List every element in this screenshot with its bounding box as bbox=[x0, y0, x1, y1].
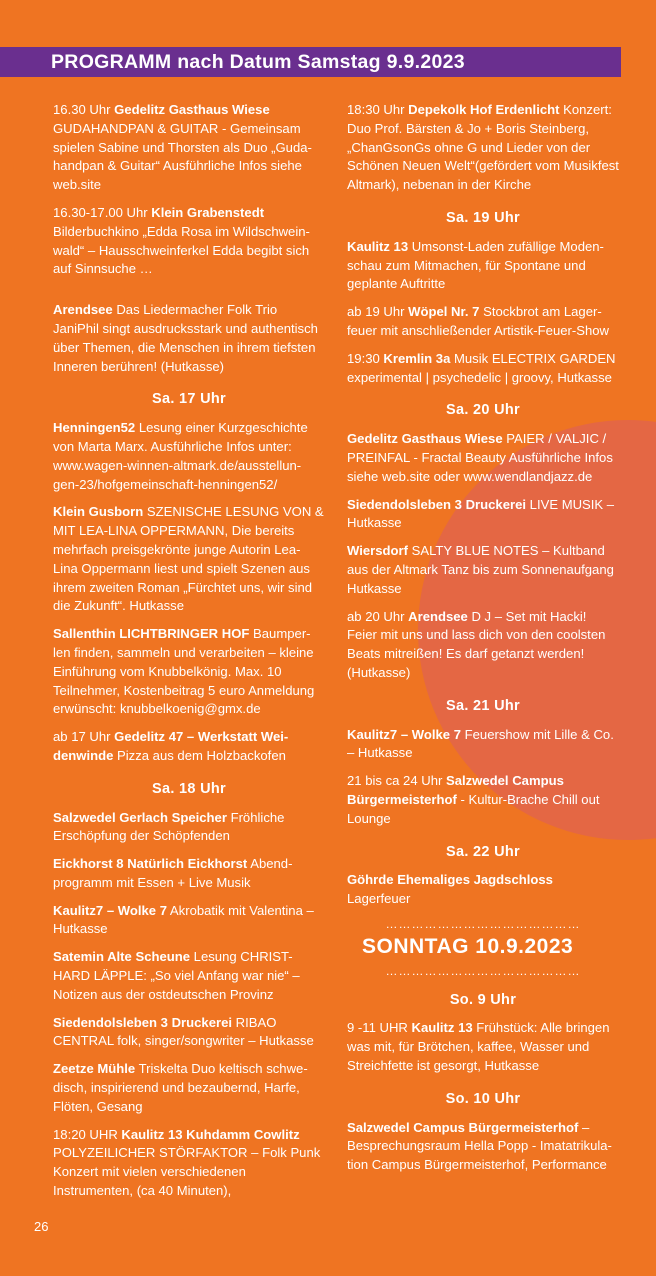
event-description: D J – Set mit Hacki! Feier mit uns und lass dich von den coolsten Beats mitreißen! Es darf getanzt werden! (Hutkasse) bbox=[347, 608, 606, 680]
event-description: Umsonst-Laden zufällige Moden-schau zum Mitmachen, für Spontane und geplante Auftritte bbox=[347, 238, 604, 292]
event-entry bbox=[347, 101, 619, 195]
event-time: 18:30 Uhr bbox=[347, 102, 409, 117]
right-column bbox=[347, 101, 619, 1184]
time-heading: Sa. 19 Uhr bbox=[446, 209, 520, 226]
event-description: LIVE MUSIK – Hutkasse bbox=[347, 496, 615, 531]
event-description: Musik ELECTRIX GARDEN experimental | psychedelic | groovy, Hutkasse bbox=[347, 350, 616, 385]
event-description: Akrobatik mit Valentina – Hutkasse bbox=[53, 902, 314, 937]
event-time: ab 20 Uhr bbox=[347, 608, 409, 624]
event-description: Pizza aus dem Holzbackofen bbox=[113, 747, 286, 763]
event-location: Kaulitz7 – Wolke 7 bbox=[53, 902, 168, 918]
event-list bbox=[53, 419, 325, 766]
page-number: 26 bbox=[34, 1219, 49, 1234]
event-description: - Kultur-Brache Chill out Lounge bbox=[347, 791, 600, 826]
page-title: PROGRAMM nach Datum Samstag 9.9.2023 bbox=[51, 51, 465, 73]
event-entry bbox=[347, 726, 619, 764]
event-location: Kremlin 3a bbox=[383, 350, 451, 366]
event-location: Kaulitz 13 bbox=[411, 1020, 473, 1036]
event-location: Arendsee bbox=[53, 302, 113, 318]
event-location: Gedelitz Gasthaus Wiese bbox=[114, 102, 270, 117]
event-description: RIBAO CENTRAL folk, singer/songwriter – Hutkasse bbox=[53, 1014, 314, 1049]
event-list bbox=[347, 871, 619, 909]
event-entry bbox=[53, 301, 325, 376]
event-entry bbox=[53, 1126, 325, 1201]
event-time: 18:20 UHR bbox=[53, 1126, 122, 1142]
event-time: ab 17 Uhr bbox=[53, 729, 115, 745]
event-description: SALTY BLUE NOTES – Kultband aus der Altmark Tanz bis zum Sonnenaufgang Hutkasse bbox=[347, 543, 614, 596]
time-heading: So. 9 Uhr bbox=[449, 991, 517, 1008]
event-location: Arendsee bbox=[408, 608, 468, 624]
time-heading: Sa. 22 Uhr bbox=[446, 843, 520, 860]
event-entry bbox=[347, 350, 619, 388]
event-location: Kaulitz 13 Kuhdamm Cowlitz bbox=[121, 1126, 300, 1142]
event-description: – Besprechungsraum Hella Popp - Imatatrikula-tion Campus Bürgermeisterhof, Performance bbox=[347, 1119, 612, 1173]
event-list bbox=[53, 101, 325, 376]
event-entry bbox=[347, 772, 619, 828]
event-list bbox=[347, 101, 619, 195]
left-column bbox=[53, 101, 325, 1210]
event-location: Kaulitz 13 bbox=[347, 238, 409, 254]
event-description: Triskelta Duo keltisch schwe-disch, inspirierend und bezaubernd, Harfe, Flöten, Gesang bbox=[53, 1061, 308, 1114]
event-description: Frühstück: Alle bringen was mit, für Brötchen, kaffee, Wasser und Streichfette ist gesorgt, Hutkasse bbox=[347, 1020, 610, 1074]
event-list bbox=[347, 1119, 619, 1175]
event-location: Wöpel Nr. 7 bbox=[408, 304, 480, 320]
event-entry bbox=[53, 503, 325, 616]
time-heading: So. 10 Uhr bbox=[445, 1090, 521, 1107]
event-description: Bilderbuchkino „Edda Rosa im Wildschwein-wald“ – Hausschweinferkel Edda begibt sich auf Sinnsuche … bbox=[53, 223, 310, 277]
event-location: Depekolk Hof Erdenlicht bbox=[408, 102, 560, 117]
event-description: Fröhliche Erschöpfung der Schöpfenden bbox=[53, 809, 285, 844]
dotted-divider: ……………………………………… bbox=[385, 963, 581, 978]
event-list bbox=[53, 809, 325, 1201]
event-entry bbox=[347, 1119, 619, 1175]
event-entry bbox=[347, 871, 619, 909]
event-entry bbox=[347, 303, 619, 341]
event-entry bbox=[53, 625, 325, 719]
event-location: Siedendolsleben 3 Druckerei bbox=[347, 496, 527, 512]
event-time: 19:30 bbox=[347, 350, 384, 366]
event-location: Salzwedel Campus Bürgermeisterhof bbox=[347, 1119, 579, 1135]
event-time: 16.30-17.00 Uhr bbox=[53, 204, 152, 220]
event-entry bbox=[347, 238, 619, 294]
event-description: Lesung einer Kurzgeschichte von Marta Marx. Ausführliche Infos unter: www.wagen-winnen-altmark.de/ausstellun-gen-23/hofgemeinschaft-henningen52/ bbox=[53, 420, 308, 492]
event-description: Stockbrot am Lager-feuer mit anschließender Artistik-Feuer-Show bbox=[347, 304, 609, 338]
event-list bbox=[347, 238, 619, 388]
time-heading: Sa. 18 Uhr bbox=[152, 780, 226, 797]
event-description: Lagerfeuer bbox=[347, 891, 411, 907]
event-entry bbox=[347, 496, 619, 534]
event-location: Eickhorst 8 Natürlich Eickhorst bbox=[53, 856, 248, 872]
event-location: Gedelitz 47 – Werkstatt Wei-denwinde bbox=[53, 729, 289, 763]
event-description: Feuershow mit Lille & Co. – Hutkasse bbox=[347, 726, 614, 761]
event-description: Konzert: Duo Prof. Bärsten & Jo + Boris Steinberg, „ChanGsonGs ohne G und Lieder von der Schönen Neuen Welt“(gefördert vom Musikfest Altmark), nebenan in der Kirche bbox=[347, 102, 619, 193]
event-description: Lesung CHRIST-HARD LÄPPLE: „So viel Anfang war nie“ – Notizen aus der ostdeutschen Provinz bbox=[53, 949, 300, 1002]
dotted-divider: ……………………………………… bbox=[385, 916, 581, 931]
event-location: Siedendolsleben 3 Druckerei bbox=[53, 1014, 233, 1030]
event-entry bbox=[53, 728, 325, 766]
event-location: Henningen52 bbox=[53, 420, 136, 436]
event-entry bbox=[53, 101, 325, 195]
event-time: ab 19 Uhr bbox=[347, 304, 409, 320]
event-location: Sallenthin LICHTBRINGER HOF bbox=[53, 626, 250, 642]
event-description: SZENISCHE LESUNG VON & MIT LEA-LINA OPPERMANN, Die bereits mehrfach preisgekrönte junge Autorin Lea-Lina Oppermann liest und spielt Szenen aus ihrem zweiten Roman „Fürchtet uns, wir sind die Zukunft“. Hutkasse bbox=[53, 504, 324, 614]
event-entry bbox=[347, 1019, 619, 1075]
event-location: Kaulitz7 – Wolke 7 bbox=[347, 726, 462, 742]
event-location: Göhrde Ehemaliges Jagdschloss bbox=[347, 872, 553, 888]
event-location: Salzwedel Campus Bürgermeisterhof bbox=[347, 773, 564, 807]
event-entry bbox=[53, 809, 325, 847]
event-list bbox=[347, 1019, 619, 1075]
event-location: Gedelitz Gasthaus Wiese bbox=[347, 431, 503, 447]
event-location: Zeetze Mühle bbox=[53, 1061, 136, 1077]
event-entry bbox=[53, 1014, 325, 1052]
event-time: 21 bis ca 24 Uhr bbox=[347, 773, 446, 789]
time-heading: Sa. 17 Uhr bbox=[152, 391, 226, 408]
sunday-title: SONNTAG 10.9.2023 bbox=[362, 934, 574, 958]
event-entry bbox=[347, 430, 619, 486]
event-entry bbox=[53, 902, 325, 940]
event-list bbox=[347, 726, 619, 829]
event-description: Abend-programm mit Essen + Live Musik bbox=[53, 856, 293, 890]
event-description: Baumper-len finden, sammeln und verarbeiten – kleine Einführung vom Knubbelkönig. Max. 10 Teilnehmer, Kostenbeitrag 5 euro Anmeldung erwünscht: knubbelkoenig@gmx.de bbox=[53, 626, 315, 717]
event-entry bbox=[53, 1060, 325, 1116]
event-location: Klein Gusborn bbox=[53, 504, 144, 520]
time-heading: Sa. 20 Uhr bbox=[446, 402, 520, 419]
event-description: GUDAHANDPAN & GUITAR - Gemeinsam spielen Sabine und Thorsten als Duo „Guda-handpan & Guitar“ Ausführliche Infos siehe web.site bbox=[53, 120, 312, 193]
event-description: PAIER / VALJIC / PREINFAL - Fractal Beauty Ausführliche Infos siehe web.site oder www.wendlandjazz.de bbox=[347, 431, 613, 484]
event-time: 9 -11 UHR bbox=[347, 1020, 412, 1036]
event-entry bbox=[53, 855, 325, 893]
event-location: Satemin Alte Scheune bbox=[53, 949, 191, 965]
event-entry bbox=[347, 542, 619, 598]
event-entry bbox=[53, 419, 325, 494]
event-description: POLYZEILICHER STÖRFAKTOR – Folk Punk Konzert mit vielen verschiedenen Instrumenten, (ca 40 Minuten), bbox=[53, 1145, 321, 1199]
event-location: Klein Grabenstedt bbox=[151, 204, 265, 220]
event-list bbox=[347, 430, 619, 683]
event-location: Wiersdorf bbox=[347, 543, 408, 559]
event-description: Das Liedermacher Folk Trio JaniPhil singt ausdrucksstark und authentisch über Themen, die Menschen in ihrem tiefsten Inneren berühren! (Hutkasse) bbox=[53, 302, 318, 374]
event-location: Salzwedel Gerlach Speicher bbox=[53, 809, 227, 825]
event-entry bbox=[347, 608, 619, 683]
event-time: 16.30 Uhr bbox=[53, 102, 115, 117]
time-heading: Sa. 21 Uhr bbox=[446, 697, 520, 714]
event-entry bbox=[53, 948, 325, 1004]
page-header bbox=[0, 47, 621, 77]
event-entry bbox=[53, 204, 325, 279]
